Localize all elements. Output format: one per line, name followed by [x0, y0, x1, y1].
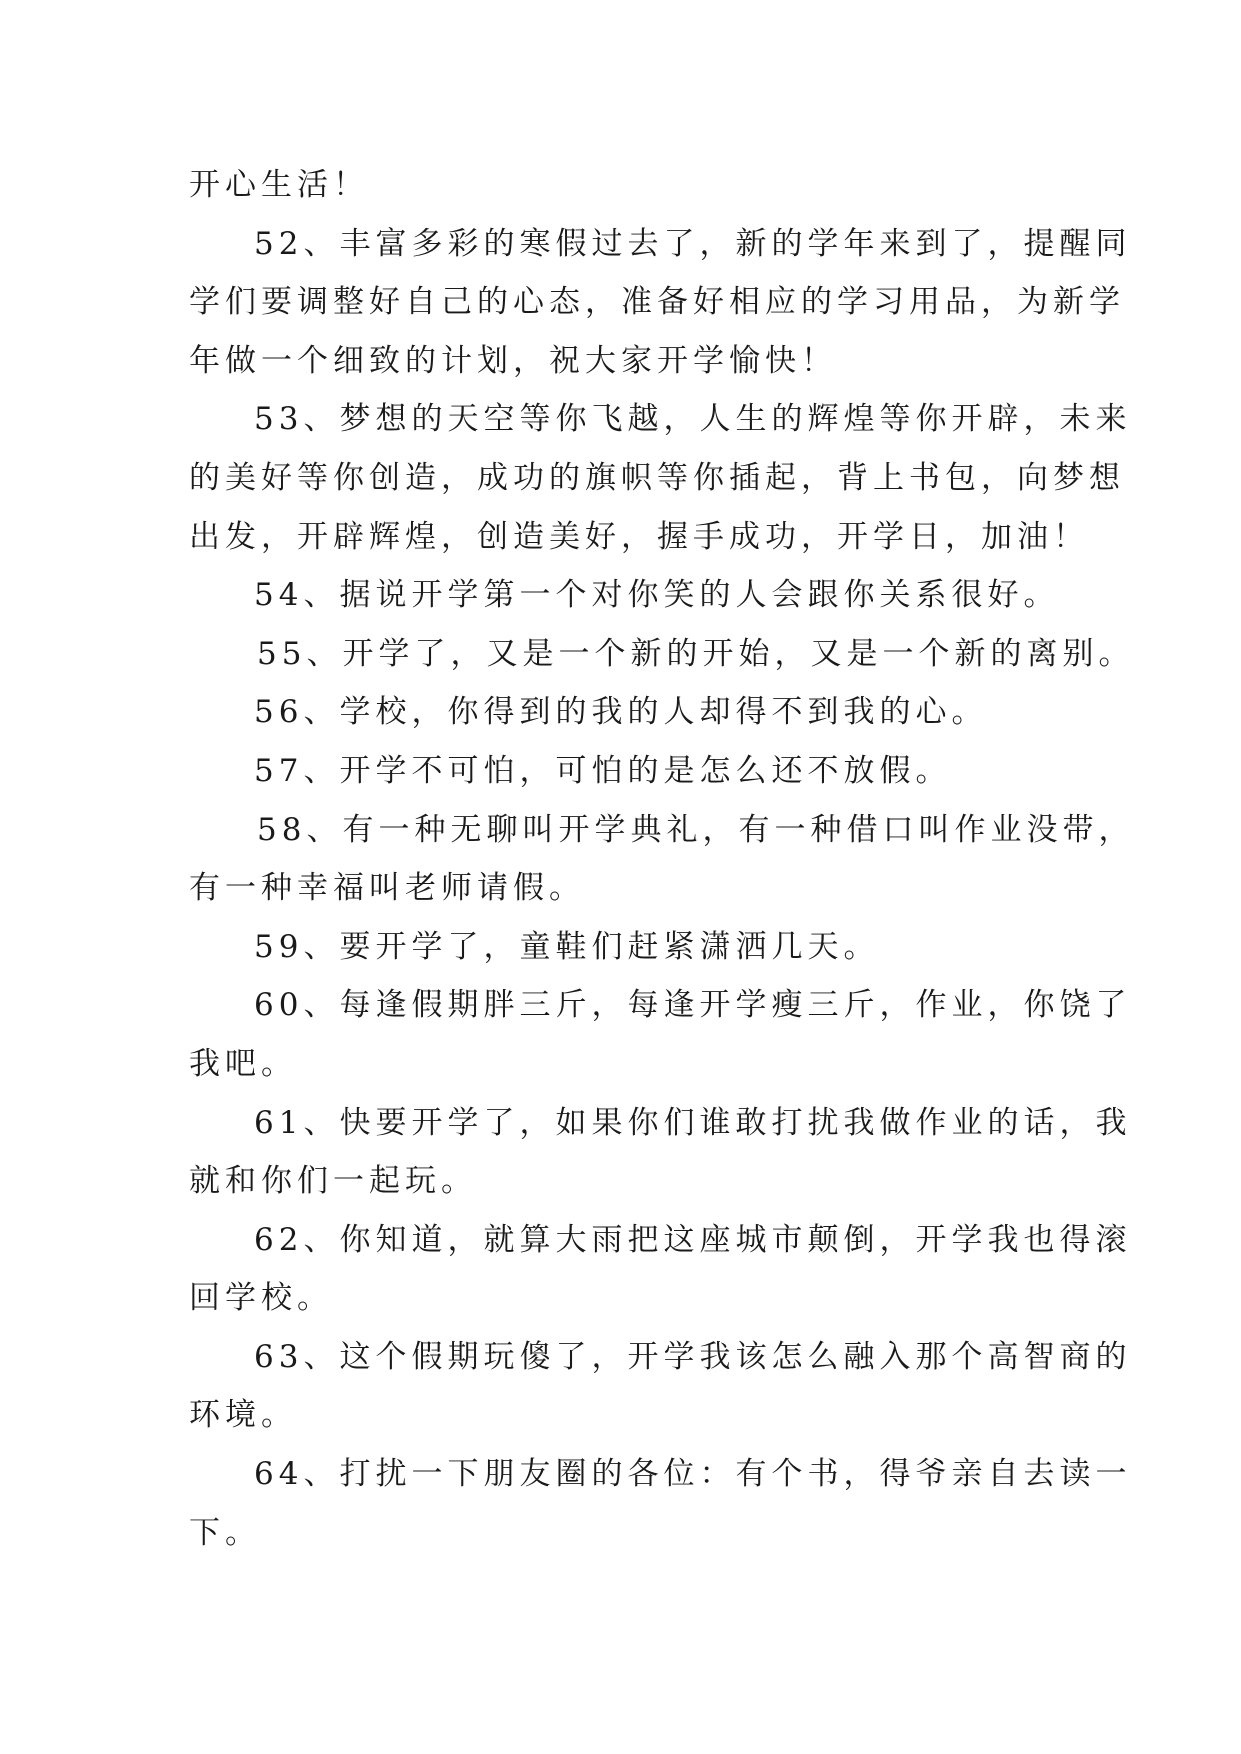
- text-line: 开心生活！: [189, 167, 369, 203]
- item-52-line-3: 年做一个细致的计划，祝大家开学愉快！: [189, 342, 837, 379]
- item-64-line-2: 下。: [189, 1514, 261, 1551]
- item-62-line-1: 62、你知道，就算大雨把这座城市颠倒，开学我也得滚: [254, 1221, 1132, 1258]
- document-body: [189, 156, 1135, 1562]
- item-63-line-2: 环境。: [189, 1397, 297, 1434]
- item-54-line-1: 54、据说开学第一个对你笑的人会跟你关系很好。: [254, 577, 1060, 614]
- item-56-line-1: 56、学校，你得到的我的人却得不到我的心。: [254, 694, 988, 731]
- item-63-line-1: 63、这个假期玩傻了，开学我该怎么融入那个高智商的: [254, 1338, 1132, 1375]
- item-61-line-2: 就和你们一起玩。: [189, 1163, 477, 1200]
- item-52-line-1: 52、丰富多彩的寒假过去了，新的学年来到了，提醒同: [254, 225, 1132, 262]
- item-60-line-1: 60、每逢假期胖三斤，每逢开学瘦三斤，作业，你饶了: [254, 987, 1132, 1024]
- item-58-line-1: 58、有一种无聊叫开学典礼，有一种借口叫作业没带，: [257, 811, 1135, 848]
- item-59-line-1: 59、要开学了，童鞋们赶紧潇洒几天。: [254, 928, 880, 965]
- item-52-line-2: 学们要调整好自己的心态，准备好相应的学习用品，为新学: [189, 284, 1125, 321]
- item-60-line-2: 我吧。: [189, 1045, 297, 1082]
- item-57-line-1: 57、开学不可怕，可怕的是怎么还不放假。: [254, 752, 952, 789]
- item-58-line-2: 有一种幸福叫老师请假。: [189, 870, 585, 907]
- item-61-line-1: 61、快要开学了，如果你们谁敢打扰我做作业的话，我: [254, 1104, 1132, 1141]
- item-55-line-1: 55、开学了，又是一个新的开始，又是一个新的离别。: [257, 635, 1135, 672]
- item-53-line-3: 出发，开辟辉煌，创造美好，握手成功，开学日，加油！: [189, 518, 1089, 555]
- item-62-line-2: 回学校。: [189, 1280, 333, 1317]
- item-64-line-1: 64、打扰一下朋友圈的各位：有个书，得爷亲自去读一: [254, 1456, 1132, 1493]
- item-53-line-1: 53、梦想的天空等你飞越，人生的辉煌等你开辟，未来: [254, 401, 1132, 438]
- item-53-line-2: 的美好等你创造，成功的旗帜等你插起，背上书包，向梦想: [189, 459, 1125, 496]
